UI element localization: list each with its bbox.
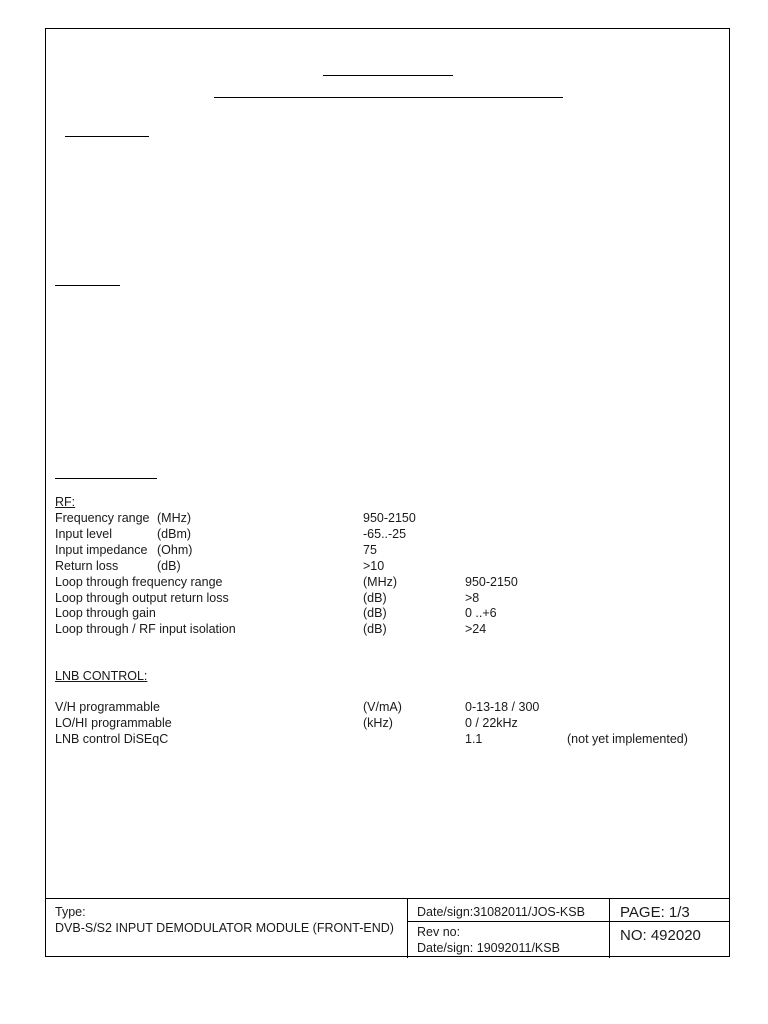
rf-unit: (dB) [363,622,387,636]
rf-heading: RF: [55,495,76,509]
rf-unit: (MHz) [157,511,192,525]
rf-unit: (dBm) [157,527,192,541]
lnb-label: V/H programmable [55,700,160,714]
rf-value: 950-2150 [465,575,518,589]
title-rule [323,75,453,76]
rf-unit: (dB) [363,606,387,620]
rf-label: Input level [55,527,112,541]
lnb-note: (not yet implemented) [567,732,688,746]
footer-type-label: Type: [55,905,86,919]
lnb-value: 1.1 [465,732,483,746]
rf-label: Return loss [55,559,119,573]
rf-value: -65..-25 [363,527,407,541]
rf-value: >8 [465,591,480,605]
rf-unit: (dB) [157,559,181,573]
section-rule-2 [55,285,120,286]
footer-title-block [45,898,730,957]
rf-label: Loop through frequency range [55,575,223,589]
rf-value: 0 ..+6 [465,606,497,620]
rf-unit: (dB) [363,591,387,605]
section-rule-3 [55,478,157,479]
rf-label: Loop through output return loss [55,591,229,605]
lnb-label: LO/HI programmable [55,716,172,730]
footer-divider [407,899,408,958]
lnb-value: 0 / 22kHz [465,716,518,730]
footer-divider [609,899,610,958]
lnb-heading: LNB CONTROL: [55,669,148,683]
rf-unit: (MHz) [363,575,398,589]
lnb-unit: (V/mA) [363,700,402,714]
rf-value: >10 [363,559,385,573]
footer-number: NO: 492020 [620,927,701,944]
page-frame [45,28,730,957]
rf-label: Loop through / RF input isolation [55,622,236,636]
rf-label: Input impedance [55,543,148,557]
rf-value: >24 [465,622,487,636]
rf-value: 75 [363,543,377,557]
rf-label: Loop through gain [55,606,156,620]
lnb-unit: (kHz) [363,716,393,730]
rf-value: 950-2150 [363,511,416,525]
footer-type-value: DVB-S/S2 INPUT DEMODULATOR MODULE (FRONT-END) [55,921,394,935]
rf-unit: (Ohm) [157,543,193,557]
lnb-value: 0-13-18 / 300 [465,700,540,714]
footer-date-sign: Date/sign:31082011/JOS-KSB [417,905,585,919]
footer-rev-no: Rev no: [417,925,461,939]
subtitle-rule [214,97,563,98]
footer-rev-date-sign: Date/sign: 19092011/KSB [417,941,560,955]
lnb-label: LNB control DiSEqC [55,732,169,746]
rf-label: Frequency range [55,511,150,525]
footer-page: PAGE: 1/3 [620,904,690,921]
section-rule-1 [65,136,149,137]
